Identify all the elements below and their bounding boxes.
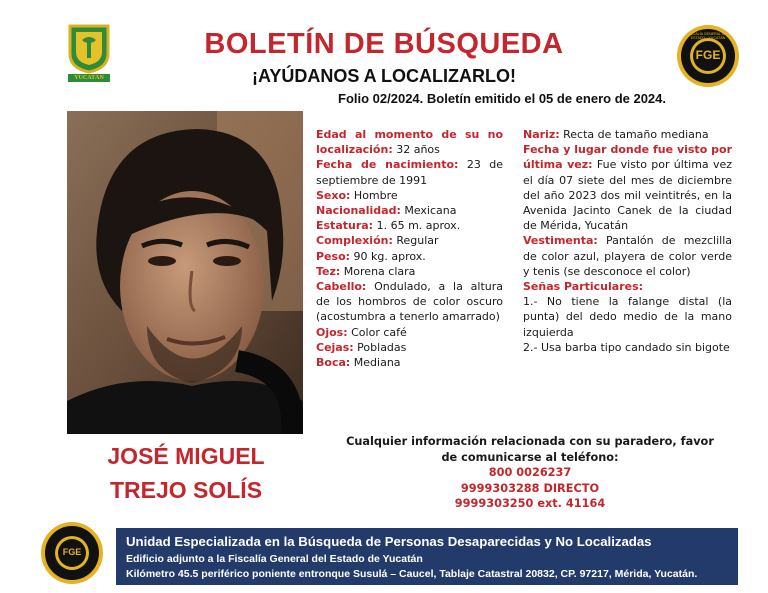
contact-phone[interactable]: 800 0026237 [488, 466, 572, 479]
detail-build: Complexión: Regular [316, 234, 439, 248]
footer-unit: Unidad Especializada en la Búsqueda de Personas Desaparecidas y No Localizadas [126, 534, 652, 549]
mark-item: 2.- Usa barba tipo candado sin bigote [523, 340, 730, 354]
detail-age: Edad al momento de su no localización: 32 años [316, 128, 503, 157]
person-name-line1: JOSÉ MIGUEL [107, 443, 265, 469]
footer-bar [116, 528, 738, 585]
detail-distinguishing-marks: Señas Particulares: [523, 280, 644, 294]
mark-item: 1.- No tiene la falange distal (la punta) del dedo medio de la mano izquierda [523, 295, 732, 339]
detail-nose: Nariz: Recta de tamaño mediana [523, 128, 709, 141]
contact-phone[interactable]: 9999303250 ext. 41164 [454, 497, 606, 510]
detail-clothing: Vestimenta: Pantalón de mezclilla de color azul, playera de color verde y tenis (se desconoce el color) [523, 234, 732, 278]
state-label: YUCATÁN [74, 75, 104, 81]
footer-seal-text: FGE [62, 547, 82, 557]
contact-line1: Cualquier información relacionada con su paradero, favor [346, 435, 714, 448]
folio-line: Folio 02/2024. Boletín emitido el 05 de enero de 2024. [338, 91, 667, 106]
footer-seal [40, 521, 104, 585]
detail-height: Estatura: 1. 65 m. aprox. [316, 219, 461, 233]
portrait-image [67, 111, 303, 434]
contact-line2: de comunicarse al teléfono: [441, 450, 619, 464]
detail-last-seen: Fecha y lugar donde fue visto por última vez: Fue visto por última vez el día 07 siete del mes de diciembre del año 2023 dos mil veintitrés, en la Avenida Jacinto Canek de la ciudad de Mérida, Yucatán [523, 143, 732, 233]
detail-mouth: Boca: Mediana [316, 356, 401, 370]
detail-hair: Cabello: Ondulado, a la altura de los hombros de color oscuro (acostumbra a tenerlo amarrado) [316, 280, 503, 324]
bulletin-title: BOLETÍN DE BÚSQUEDA [204, 28, 564, 60]
fge-badge-ring-text: FISCALÍA GENERAL DEL ESTADO · YUCATÁN [687, 32, 729, 40]
contact-phone[interactable]: 9999303288 DIRECTO [460, 481, 600, 495]
detail-nationality: Nacionalidad: Mexicana [316, 204, 457, 218]
details-left-column [316, 127, 503, 370]
missing-person-photo [67, 111, 303, 434]
footer-address: Kilómetro 45.5 periférico poniente entronque Susulá – Caucel, Tablaje Catastral 20832, CP. 97217, Mérida, Yucatán. [126, 568, 698, 580]
bulletin-subtitle: ¡AYÚDANOS A LOCALIZARLO! [252, 66, 516, 86]
detail-complexion: Tez: Morena clara [316, 264, 416, 278]
fge-badge-text: FGE [695, 48, 721, 62]
detail-eyes: Ojos: Color café [316, 325, 407, 339]
detail-weight: Peso: 90 kg. aprox. [316, 249, 426, 263]
detail-eyebrows: Cejas: Pobladas [316, 340, 407, 354]
detail-birthdate: Fecha de nacimiento: 23 de septiembre de 1991 [316, 158, 503, 187]
contact-block [330, 434, 730, 512]
detail-sex: Sexo: Hombre [316, 188, 398, 202]
person-name-line2: TREJO SOLÍS [109, 477, 263, 503]
details-right-column [523, 127, 732, 355]
footer-building: Edificio adjunto a la Fiscalía General del Estado de Yucatán [126, 553, 423, 565]
